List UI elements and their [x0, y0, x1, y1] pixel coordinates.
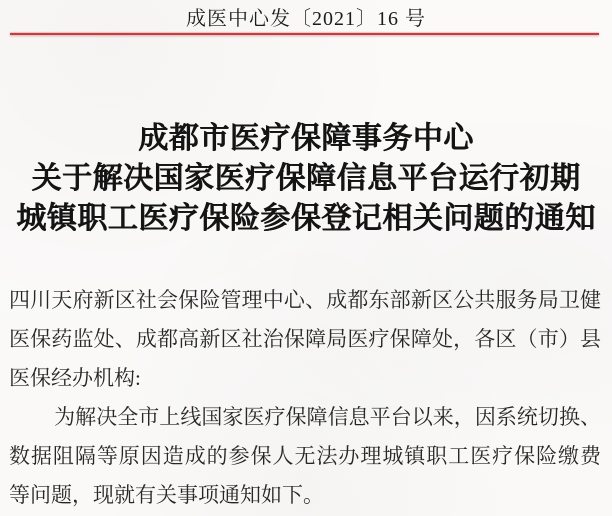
recipients-paragraph [0, 281, 612, 398]
recipients-line-3: 医保经办机构: [9, 366, 141, 390]
document-number: 成医中心发〔2021〕16 号 [186, 8, 426, 30]
title-line-2: 关于解决国家医疗保障信息平台运行初期 [31, 162, 581, 195]
recipients-line-2: 医保药监处、成都高新区社治保障局医疗保障处，各区（市）县 [9, 327, 601, 351]
title-line-3: 城镇职工医疗保险参保登记相关问题的通知 [16, 202, 596, 235]
recipients-line-1: 四川天府新区社会保险管理中心、成都东部新区公共服务局卫健 [9, 288, 601, 312]
body-line-2: 数据阻隔等原因造成的参保人无法办理城镇职工医疗保险缴费 [9, 444, 601, 468]
body-line-3: 等问题，现就有关事项通知如下。 [9, 483, 324, 507]
body-line-1: 为解决全市上线国家医疗保障信息平台以来，因系统切换、 [54, 405, 601, 429]
title-line-1: 成都市医疗保障事务中心 [138, 122, 474, 155]
document-title [0, 119, 612, 239]
body-paragraph [0, 398, 612, 515]
red-separator-line [10, 33, 599, 35]
